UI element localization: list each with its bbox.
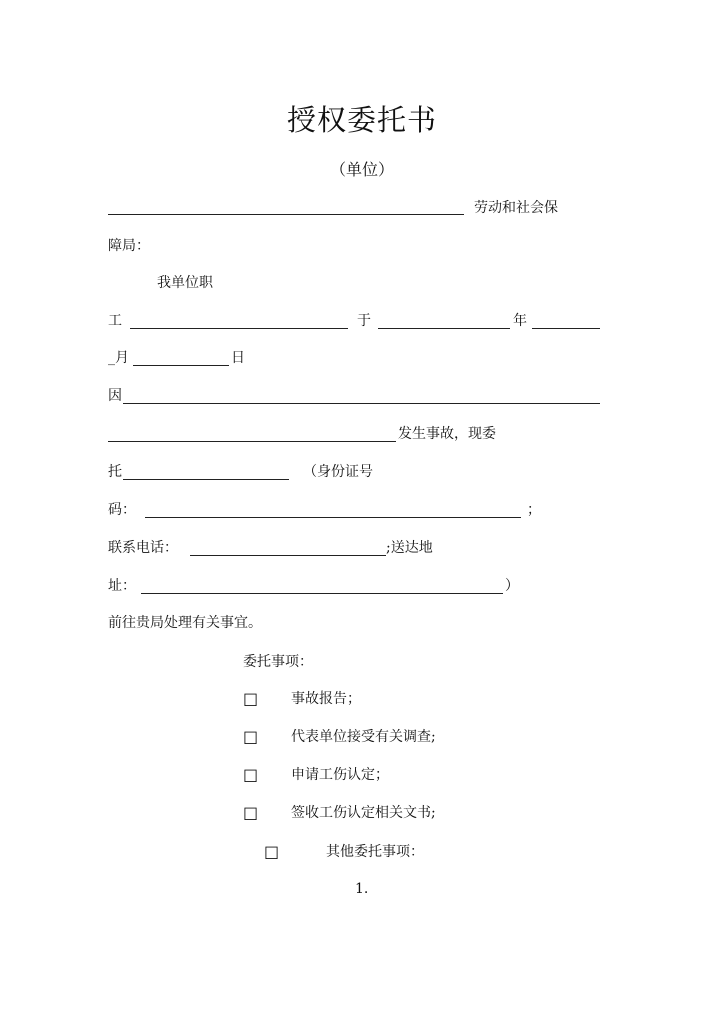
intro-text: 我单位职 (157, 275, 213, 291)
item-number: 1. (355, 881, 369, 897)
day-label: 日 (231, 350, 245, 366)
checkbox-other-matters[interactable]: □ (264, 842, 280, 861)
checkbox-sign-documents[interactable]: □ (243, 803, 259, 822)
date-on-label: 于 (357, 313, 371, 329)
id-number-label: （身份证号 (303, 464, 373, 480)
matter-accept-investigation: 代表单位接受有关调查; (291, 729, 436, 745)
matter-apply-recognition: 申请工伤认定； (291, 767, 389, 783)
authority-label: 劳动和社会保 (474, 200, 558, 216)
address-label: ;送达地 (386, 540, 433, 556)
purpose-text: 前往贵局处理有关事宜。 (108, 615, 262, 631)
address-end: ） (505, 578, 519, 594)
agent-name-blank (123, 479, 289, 480)
id-number-end: ； (527, 502, 541, 518)
id-number-label-cont: 码： (108, 502, 136, 518)
employee-name-blank (130, 328, 348, 329)
cause-blank-2 (108, 441, 396, 442)
checkbox-apply-recognition[interactable]: □ (243, 765, 259, 784)
year-label: 年 (513, 313, 527, 329)
month-blank (532, 328, 600, 329)
document-subtitle: （单位） (329, 160, 394, 179)
phone-label: 联系电话： (108, 540, 178, 556)
authority-name-blank (108, 214, 464, 215)
address-label-cont: 址： (108, 578, 136, 594)
employee-label: 工 (108, 313, 122, 329)
document-title: 授权委托书 (286, 103, 437, 137)
matter-accident-report: 事故报告； (291, 691, 361, 707)
year-blank (378, 328, 510, 329)
address-blank (141, 593, 503, 594)
id-number-blank (145, 517, 521, 518)
phone-blank (190, 555, 386, 556)
authority-label-cont: 障局： (108, 238, 150, 254)
checkbox-accident-report[interactable]: □ (243, 689, 259, 708)
month-label: _月 (108, 350, 129, 366)
cause-label: 因 (108, 388, 122, 404)
matters-heading: 委托事项： (243, 654, 313, 670)
checkbox-accept-investigation[interactable]: □ (243, 727, 259, 746)
entrust-label: 托 (108, 464, 122, 480)
cause-blank-1 (123, 403, 600, 404)
day-blank (133, 365, 229, 366)
matter-sign-documents: 签收工伤认定相关文书; (291, 805, 436, 821)
other-matters-label: 其他委托事项： (326, 844, 424, 860)
accident-text: 发生事故，现委 (398, 426, 496, 442)
